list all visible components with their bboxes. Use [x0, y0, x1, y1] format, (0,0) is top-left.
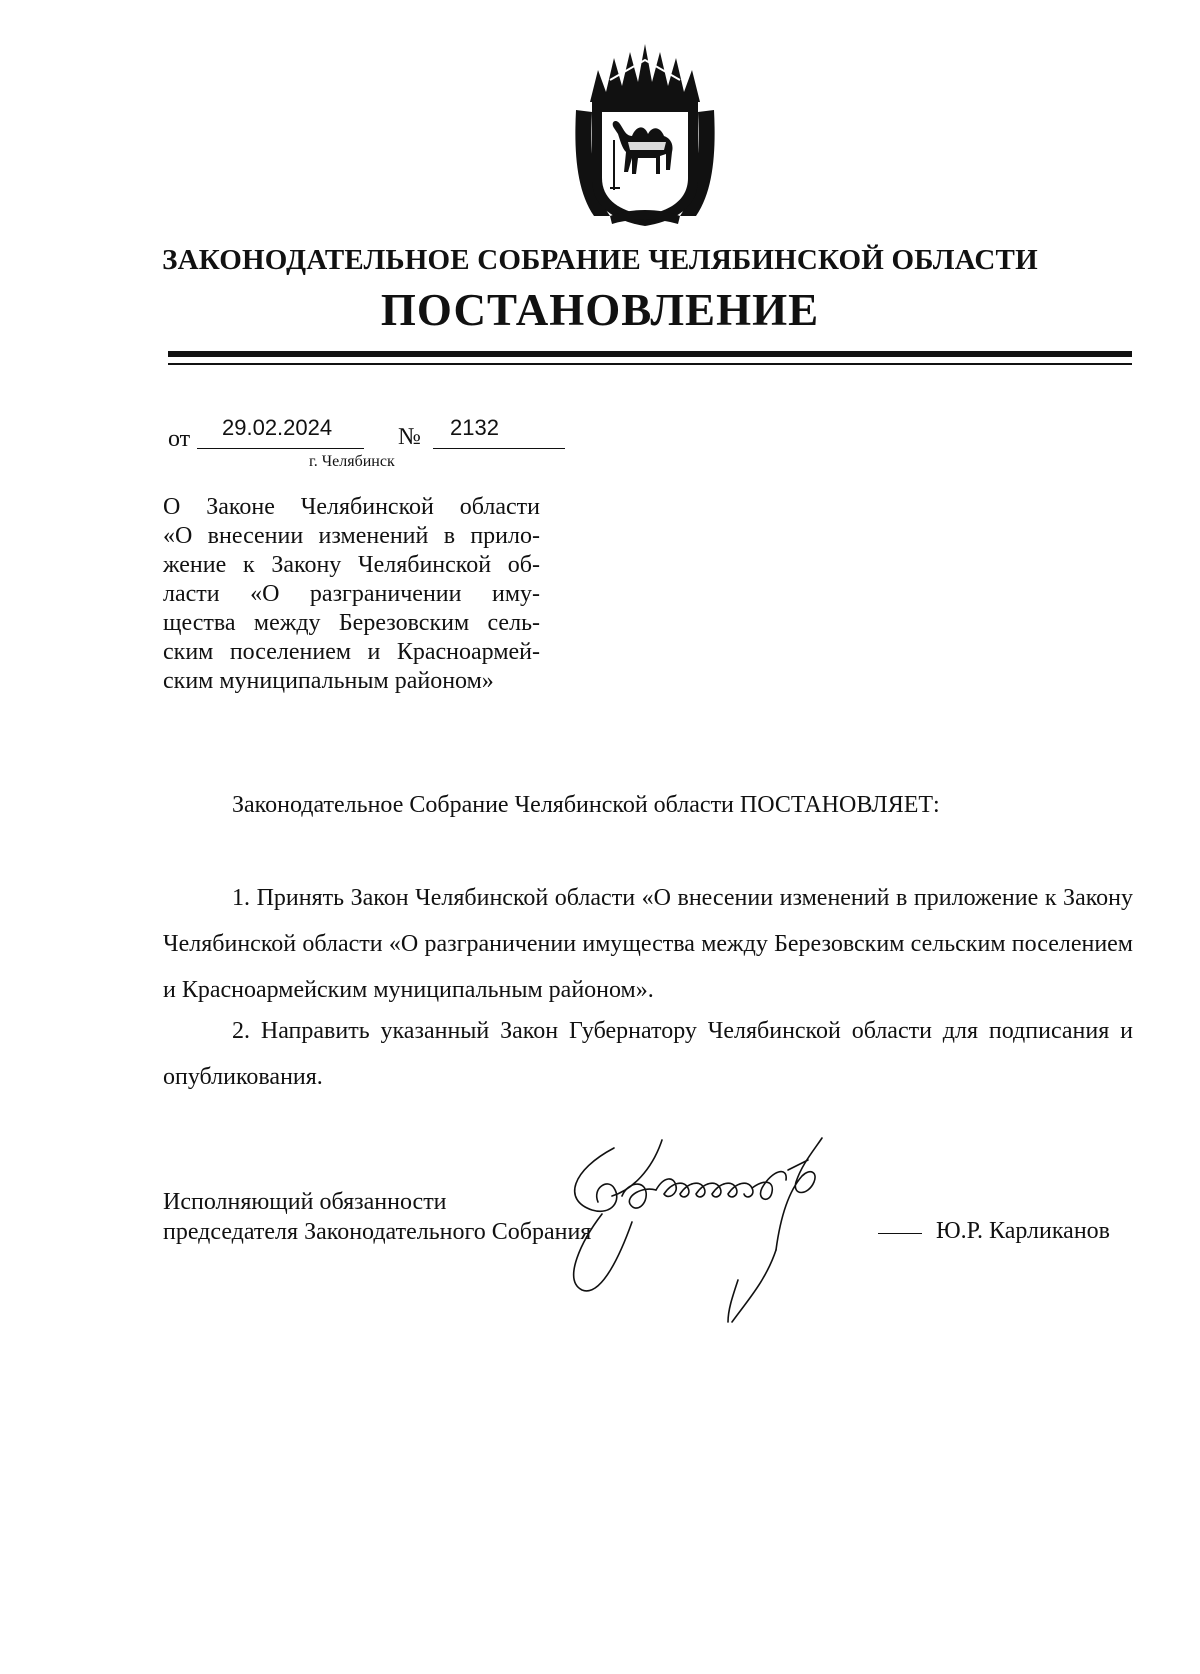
assembly-name: ЗАКОНОДАТЕЛЬНОЕ СОБРАНИЕ ЧЕЛЯБИНСКОЙ ОБЛАСТИ — [162, 244, 1038, 276]
document-subject — [163, 493, 540, 696]
subject-line: ласти «О разграничении иму- — [163, 581, 540, 607]
subject-line: ским поселением и Красноармей- — [163, 639, 540, 665]
subject-line: О Законе Челябинской области — [163, 494, 540, 520]
number-underline — [433, 448, 565, 449]
subject-line: щества между Березовским сель- — [163, 610, 540, 636]
subject-line: ским муниципальным районом» — [163, 668, 494, 694]
date-underline — [197, 448, 364, 449]
date-prefix-label: от — [168, 426, 191, 452]
signatory-title-line: председателя Законодательного Собрания — [163, 1219, 592, 1245]
document-date: 29.02.2024 — [222, 415, 333, 440]
decree-preamble: Законодательное Собрание Челябинской области ПОСТАНОВЛЯЕТ: — [232, 792, 940, 818]
document-number: 2132 — [450, 415, 499, 440]
regional-coat-of-arms-icon — [570, 40, 720, 230]
header-divider-thin — [168, 363, 1132, 365]
decree-item: 1. Принять Закон Челябинской области «О внесении изменений в приложение к Закону Челябинской области «О разграничении имущества между Березовским сельским поселением и Красноармейским муниципальным районом». — [163, 885, 1133, 1003]
subject-line: жение к Закону Челябинской об- — [163, 552, 540, 578]
decree-item: 2. Направить указанный Закон Губернатору Челябинской области для подписания и опубликования. — [163, 1018, 1133, 1090]
signatory-title — [163, 1187, 591, 1247]
signatory-name: Ю.Р. Карликанов — [936, 1218, 1110, 1244]
signature-dash — [878, 1233, 922, 1234]
city-label: г. Челябинск — [309, 453, 395, 470]
handwritten-signature — [552, 1130, 894, 1330]
signatory-title-line: Исполняющий обязанности — [163, 1189, 447, 1215]
subject-line: «О внесении изменений в прило- — [163, 523, 540, 549]
document-type-title: ПОСТАНОВЛЕНИЕ — [380, 285, 820, 335]
header-divider-thick — [168, 351, 1132, 357]
number-sign-label: № — [398, 424, 421, 450]
